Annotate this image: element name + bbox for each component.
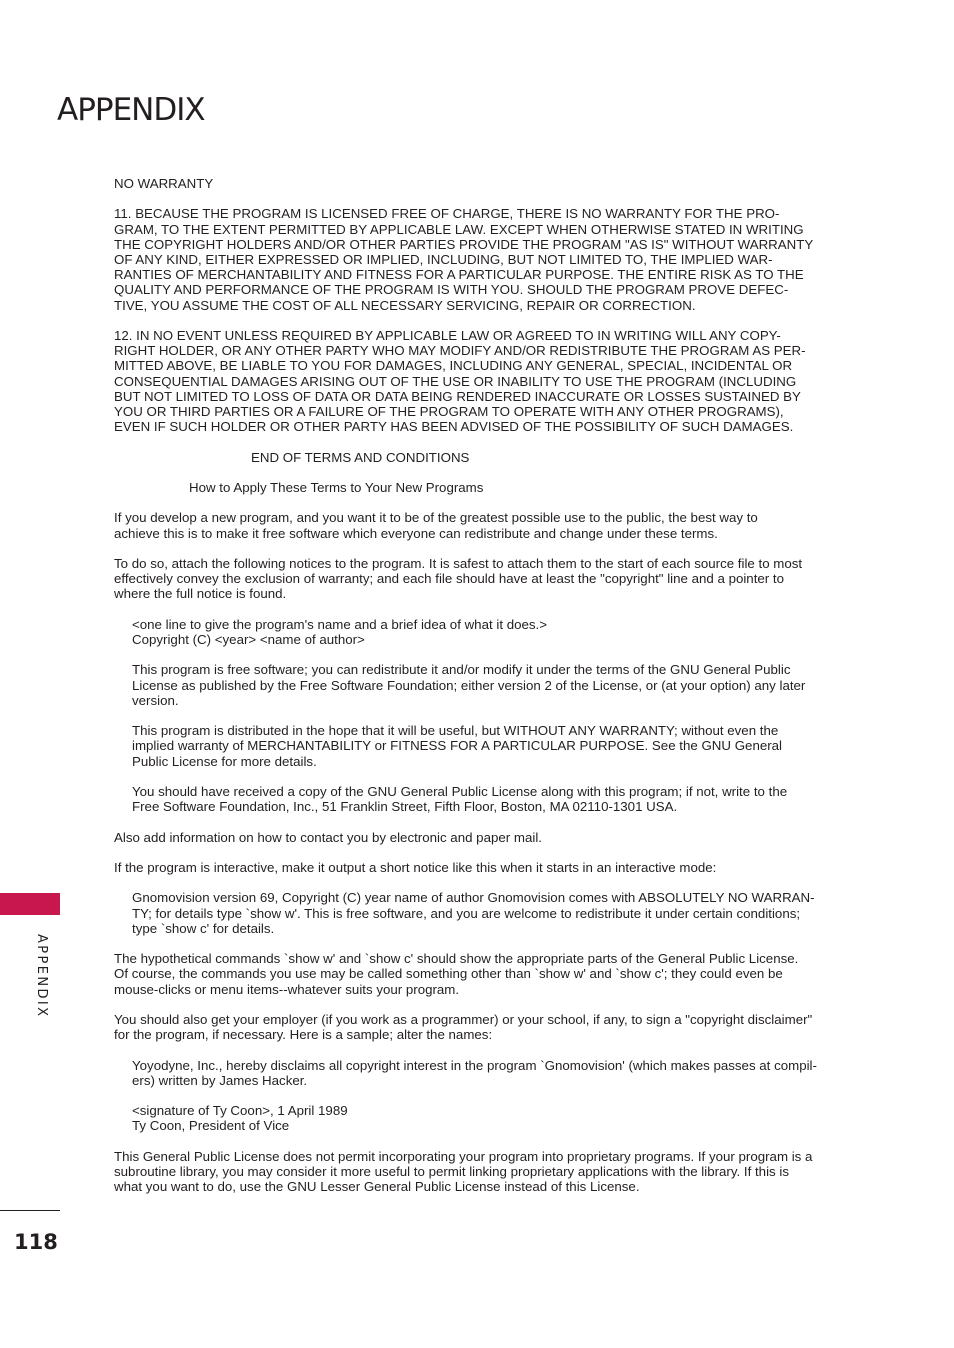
section-color-tab [0, 893, 60, 915]
page-title: APPENDIX [57, 92, 205, 128]
how-to-apply-heading: How to Apply These Terms to Your New Programs [189, 480, 484, 495]
disclaimer-sample: Yoyodyne, Inc., hereby disclaims all copyright interest in the program `Gnomovision' (which makes passes at compil- ers) written by James Hacker. [132, 1057, 817, 1088]
paragraph: If the program is interactive, make it output a short notice like this when it starts in an interactive mode: [114, 859, 717, 875]
signature-sample: <signature of Ty Coon>, 1 April 1989 Ty Coon, President of Vice [132, 1103, 348, 1134]
notice-sample: You should have received a copy of the GNU General Public License along with this program; if not, write to the Free Software Foundation, Inc., 51 Franklin Street, Fifth Floor, Boston, MA 02110-1301 USA. [132, 783, 788, 815]
paragraph: If you develop a new program, and you want it to be of the greatest possible use to the public, the best way to achieve this is to make it free software which everyone can redistribute and change under these terms. [114, 510, 758, 541]
paragraph: The hypothetical commands `show w' and `show c' should show the appropriate parts of the General Public License. Of course, the commands you use may be called something other than `show w' and `show c'; they could even be mouse-clicks or menu items--whatever suits your program. [114, 951, 799, 997]
page-number-rule [0, 1210, 60, 1211]
paragraph: Also add information on how to contact you by electronic and paper mail. [114, 829, 542, 845]
paragraph: This General Public License does not permit incorporating your program into proprietary programs. If your program is a subroutine library, you may consider it more useful to permit linking proprietary applications with the library. If this is what you want to do, use the GNU Lesser General Public License instead of this License. [114, 1148, 813, 1195]
clause-12: 12. IN NO EVENT UNLESS REQUIRED BY APPLICABLE LAW OR AGREED TO IN WRITING WILL ANY COPY- RIGHT HOLDER, OR ANY OTHER PARTY WHO MAY MODIFY AND/OR REDISTRIBUTE THE PROGRAM AS PER- MITTED ABOVE, BE LIABLE TO YOU FOR DAMAGES, INCLUDING ANY GENERAL, SPECIAL, INCIDENTAL OR CONSEQUENTIAL DAMAGES ARISING OUT OF THE USE OR INABILITY TO USE THE PROGRAM (INCLUDING BUT NOT LIMITED TO LOSS OF DATA OR DATA BEING RENDERED INACCURATE OR LOSSES SUSTAINED BY YOU OR THIRD PARTIES OR A FAILURE OF THE PROGRAM TO OPERATE WITH ANY OTHER PROGRAMS), EVEN IF SUCH HOLDER OR OTHER PARTY HAS BEEN ADVISED OF THE POSSIBILITY OF SUCH DAMAGES. [114, 328, 806, 435]
end-of-terms-heading: END OF TERMS AND CONDITIONS [251, 449, 470, 465]
section-side-label: APPENDIX [34, 934, 49, 1019]
notice-sample: <one line to give the program's name and a brief idea of what it does.> Copyright (C) <year> <name of author> [132, 616, 548, 647]
paragraph: To do so, attach the following notices to the program. It is safest to attach them to the start of each source file to most effectively convey the exclusion of warranty; and each file should have at least the "copyright" line and a pointer to where the full notice is found. [114, 555, 803, 602]
license-text [114, 176, 886, 1210]
interactive-notice-sample: Gnomovision version 69, Copyright (C) year name of author Gnomovision comes with ABSOLUTELY NO WARRAN- TY; for details type `show w'. This is free software, and you are welcome to redistribute it under certain conditions; type `show c' for details. [132, 890, 815, 936]
notice-sample: This program is distributed in the hope that it will be useful, but WITHOUT ANY WARRANTY; without even the implied warranty of MERCHANTABILITY or FITNESS FOR A PARTICULAR PURPOSE. See the GNU General Public License for more details. [132, 723, 783, 769]
clause-11: 11. BECAUSE THE PROGRAM IS LICENSED FREE OF CHARGE, THERE IS NO WARRANTY FOR THE PRO- GRAM, TO THE EXTENT PERMITTED BY APPLICABLE LAW. EXCEPT WHEN OTHERWISE STATED IN WRITING THE COPYRIGHT HOLDERS AND/OR OTHER PARTIES PROVIDE THE PROGRAM "AS IS" WITHOUT WARRANTY OF ANY KIND, EITHER EXPRESSED OR IMPLIED, INCLUDING, BUT NOT LIMITED TO, THE IMPLIED WAR- RANTIES OF MERCHANTABILITY AND FITNESS FOR A PARTICULAR PURPOSE. THE ENTIRE RISK AS TO THE QUALITY AND PERFORMANCE OF THE PROGRAM IS WITH YOU. SHOULD THE PROGRAM PROVE DEFEC- TIVE, YOU ASSUME THE COST OF ALL NECESSARY SERVICING, REPAIR OR CORRECTION. [114, 206, 814, 313]
no-warranty-heading: NO WARRANTY [114, 176, 214, 191]
notice-sample: This program is free software; you can redistribute it and/or modify it under the terms of the GNU General Public License as published by the Free Software Foundation; either version 2 of the License, or (at your option) any later version. [132, 662, 806, 708]
page-number: 118 [14, 1230, 58, 1254]
paragraph: You should also get your employer (if you work as a programmer) or your school, if any, to sign a "copyright disclaimer" for the program, if necessary. Here is a sample; alter the names: [114, 1011, 813, 1043]
